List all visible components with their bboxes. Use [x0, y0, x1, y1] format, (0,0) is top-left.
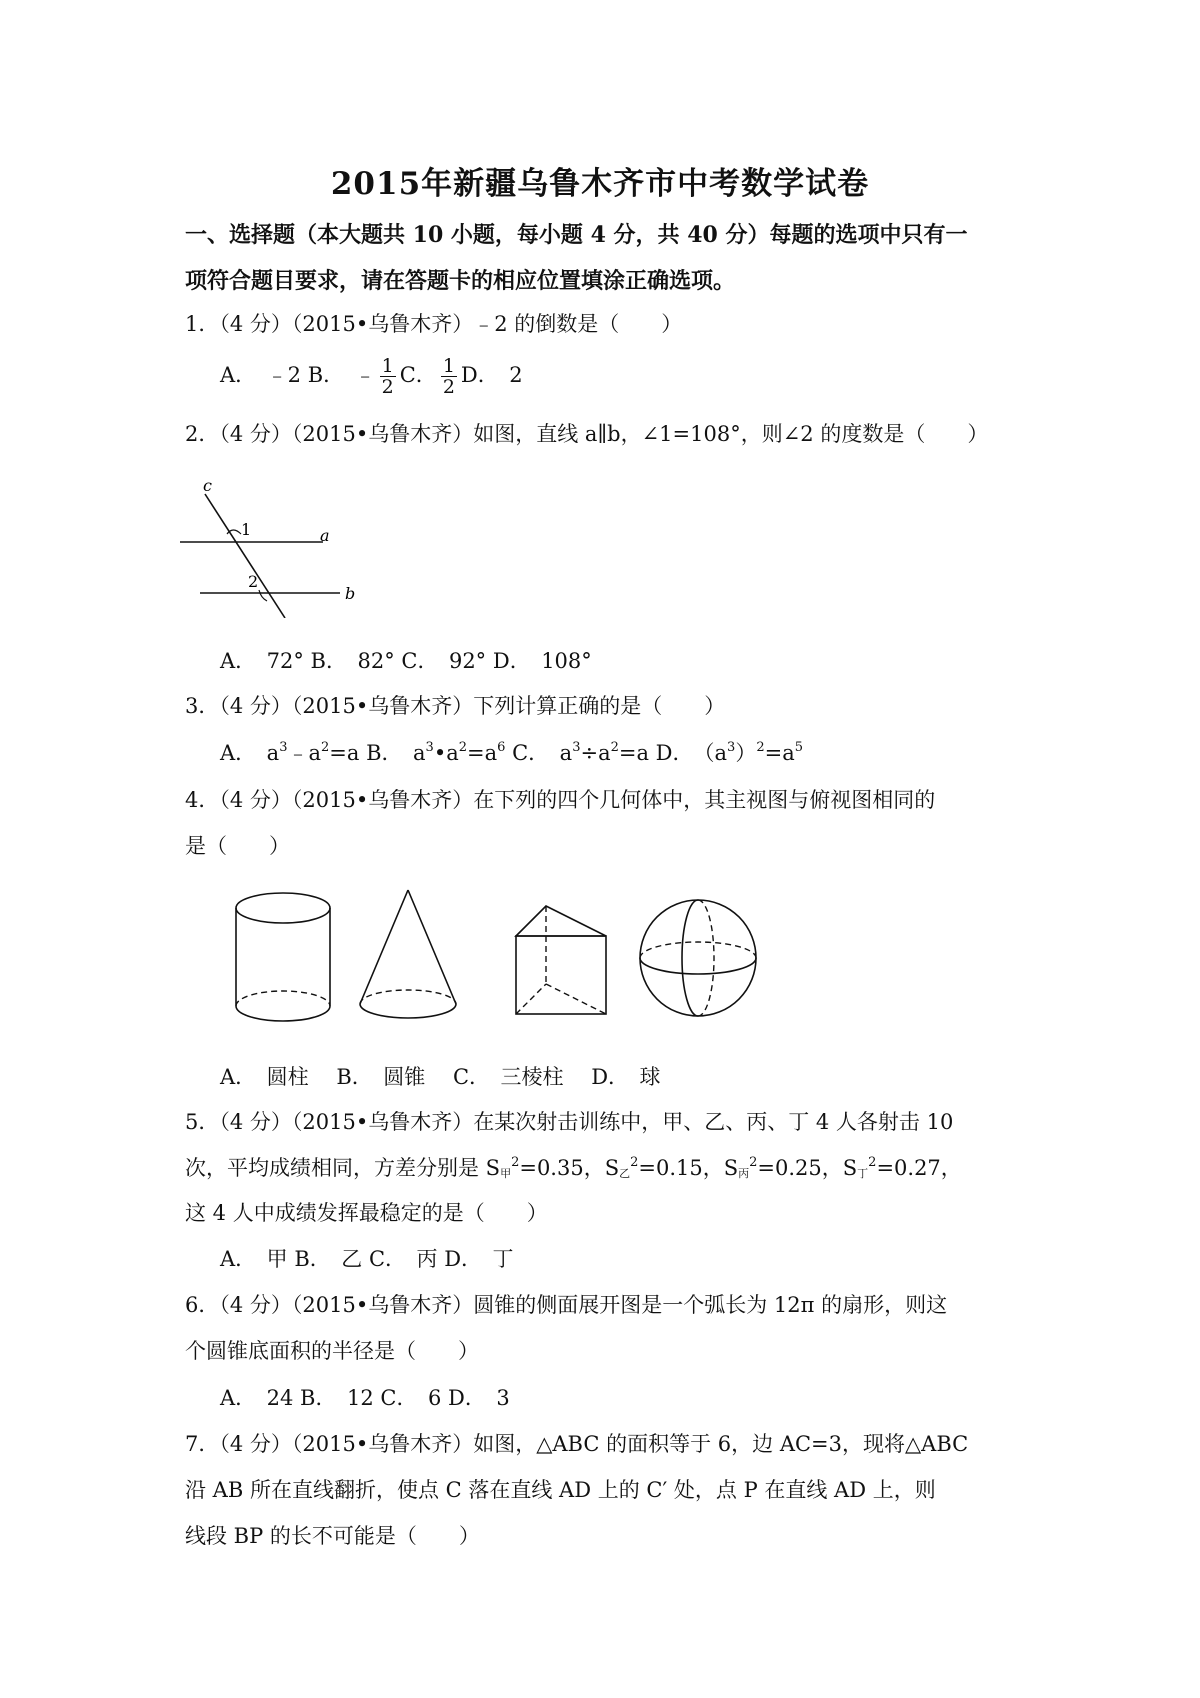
q1-fraction-c: $\frac{1}{2}$ [442, 355, 455, 398]
q4-solids-figure [230, 888, 770, 1028]
q2-stem: 2．（4 分）（2015•乌鲁木齐）如图，直线 a∥b，∠1=108°，则∠2 的度数是（ ） [185, 422, 989, 446]
q5-line1: 5．（4 分）（2015•乌鲁木齐）在某次射击训练中，甲、乙、丙、丁 4 人各射击 10 [185, 1110, 954, 1134]
q6-options: A． 24 B． 12 C． 6 D． 3 [220, 1386, 510, 1410]
section-heading-line2: 项符合题目要求，请在答题卡的相应位置填涂正确选项。 [185, 268, 736, 294]
sphere-shape [640, 900, 756, 1016]
cylinder-shape [236, 893, 330, 1021]
q1-options [220, 356, 523, 397]
q4-stem-line2: 是（ ） [185, 834, 290, 858]
q1-option-d: D． 2 [460, 363, 523, 387]
q1-stem: 1．（4 分）（2015•乌鲁木齐）﹣2 的倒数是（ ） [185, 312, 683, 336]
line-c [205, 494, 285, 618]
triangular-prism-shape [516, 906, 606, 1014]
q3-options: A． $a^3﹣a^2=a$ B． $a^3•a^2=a^6$ C． $a^3\div a^2=a$ D． $(a^3)^2=a^5$ [220, 740, 803, 765]
q3-stem: 3．（4 分）（2015•乌鲁木齐）下列计算正确的是（ ） [185, 694, 726, 718]
q4-stem-line1: 4．（4 分）（2015•乌鲁木齐）在下列的四个几何体中，其主视图与俯视图相同的 [185, 788, 936, 812]
label-1: 1 [241, 520, 252, 539]
q4-options: A． 圆柱 B． 圆锥 C． 三棱柱 D． 球 [220, 1065, 661, 1089]
section-heading-line1: 一、选择题（本大题共 10 小题，每小题 4 分，共 40 分）每题的选项中只有一 [185, 222, 968, 248]
q1-option-a-b: A． ﹣2 B． ﹣ [220, 363, 376, 387]
label-b: b [345, 584, 356, 603]
q1-option-c: C． [399, 363, 437, 387]
q1-fraction-b: $\frac{1}{2}$ [381, 355, 394, 398]
q6-line1: 6．（4 分）（2015•乌鲁木齐）圆锥的侧面展开图是一个弧长为 12π 的扇形，则这 [185, 1293, 948, 1317]
angle-2-arc [259, 590, 267, 601]
label-c: c [203, 478, 212, 495]
q5-options: A． 甲 B． 乙 C． 丙 D． 丁 [220, 1247, 514, 1271]
q5-line2: 次，平均成绩相同，方差分别是 $S_甲^2=0.35$，$S_乙^2=0.15$，$S_丙^2=0.25$，$S_丁^2=0.27$， [185, 1155, 962, 1180]
q7-line1: 7．（4 分）（2015•乌鲁木齐）如图，△ABC 的面积等于 6，边 AC=3，现将△ABC [185, 1432, 969, 1456]
label-a: a [320, 526, 330, 545]
q2-options: A． 72° B． 82° C． 92° D． 108° [220, 649, 592, 673]
cone-shape [360, 890, 456, 1018]
page-title: 2015年新疆乌鲁木齐市中考数学试卷 [330, 166, 870, 202]
label-2: 2 [248, 572, 259, 591]
q2-parallel-lines-figure [175, 478, 375, 618]
q7-line2: 沿 AB 所在直线翻折，使点 C 落在直线 AD 上的 C′ 处，点 P 在直线 AD 上，则 [185, 1478, 936, 1502]
q7-line3: 线段 BP 的长不可能是（ ） [185, 1524, 480, 1548]
q5-line3: 这 4 人中成绩发挥最稳定的是（ ） [185, 1201, 548, 1225]
q6-line2: 个圆锥底面积的半径是（ ） [185, 1339, 479, 1363]
